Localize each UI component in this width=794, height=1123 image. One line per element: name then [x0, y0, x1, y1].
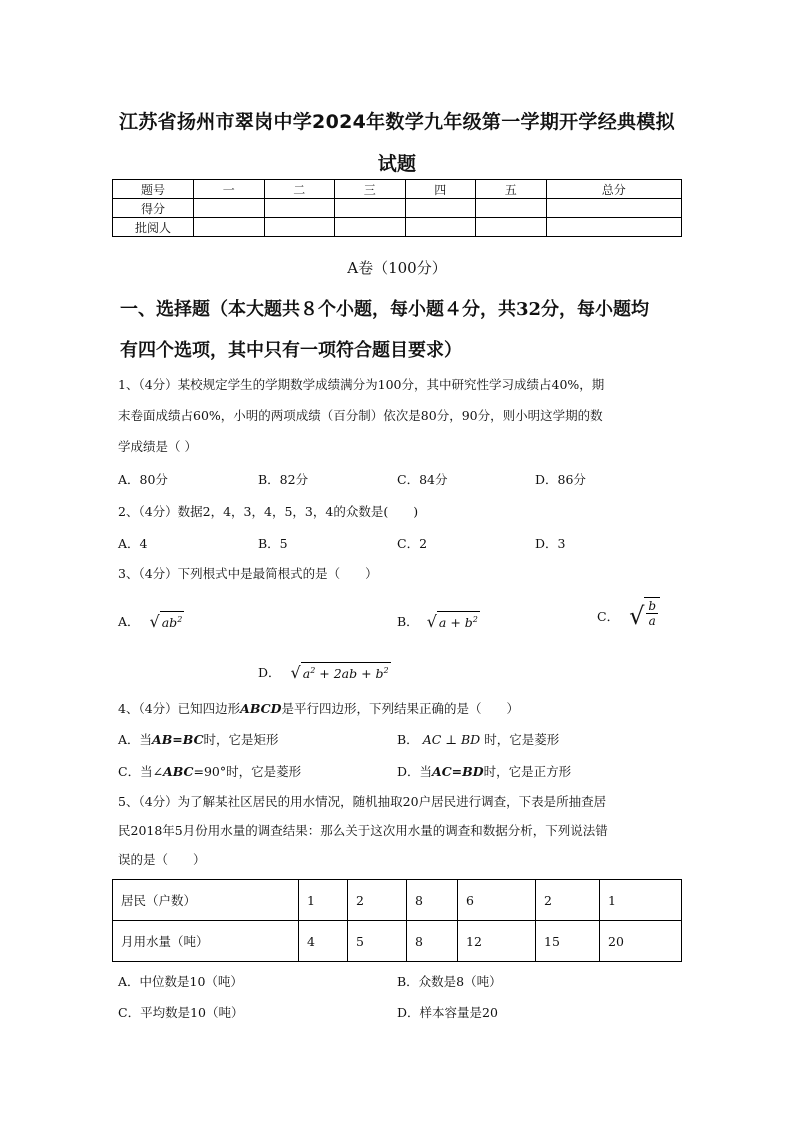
score-header-cell: 五 [476, 180, 547, 199]
score-cell [335, 218, 406, 237]
question-1-stem [118, 369, 688, 462]
table-cell: 2 [536, 880, 600, 921]
table-cell: 5 [348, 921, 407, 962]
volume-heading: A卷（100分） [347, 259, 447, 277]
table-cell: 8 [407, 880, 458, 921]
question-3-stem: 3、（4分）下列根式中是最简根式的是（ ） [118, 566, 378, 581]
table-cell: 1 [600, 880, 682, 921]
sqrt-expression: √ $a + b^2$ [426, 612, 478, 632]
table-row [113, 880, 682, 921]
q2-option-b: B．5 [258, 536, 288, 551]
score-cell [264, 199, 335, 218]
radical-sign: √ [426, 612, 437, 632]
score-header-cell: 总分 [546, 180, 682, 199]
water-usage-table [112, 879, 682, 962]
q1-line: 学成绩是（ ） [118, 439, 197, 454]
table-cell: 12 [458, 921, 536, 962]
q1-option-d: D．86分 [535, 472, 586, 487]
q5-option-a: A．中位数是10（吨） [118, 974, 243, 989]
question-5-stem [118, 787, 688, 874]
score-table [112, 179, 682, 237]
section-heading-line2: 有四个选项，其中只有一项符合题目要求） [120, 340, 462, 361]
score-row-label: 批阅人 [113, 218, 194, 237]
table-cell: 20 [600, 921, 682, 962]
table-cell: 15 [536, 921, 600, 962]
score-row-label: 得分 [113, 199, 194, 218]
q5-option-d: D．样本容量是20 [397, 1005, 498, 1020]
table-cell: 6 [458, 880, 536, 921]
table-row-label: 居民（户数） [113, 880, 299, 921]
q1-option-a: A．80分 [118, 472, 168, 487]
sqrt-expression: √ $ab^2$ [149, 612, 183, 632]
radical-sign: √ [149, 612, 160, 632]
question-2-stem: 2、（4分）数据2，4，3，4，5，3，4的众数是( ) [118, 504, 419, 519]
q4-option-c: C．当∠ABC=90°时，它是菱形 [118, 764, 302, 779]
score-cell [546, 199, 682, 218]
q3-option-c-label: C． [597, 609, 620, 624]
q1-option-b: B．82分 [258, 472, 309, 487]
table-row [113, 921, 682, 962]
q3-option-b-label: B． [397, 614, 419, 630]
table-cell: 4 [299, 921, 348, 962]
table-cell: 1 [299, 880, 348, 921]
question-4-stem: 4、（4分）已知四边形ABCD是平行四边形，下列结果正确的是（ ） [118, 701, 519, 716]
radical-sign: √ [290, 663, 301, 683]
q3-option-a [118, 611, 184, 630]
q5-line: 误的是（ ） [118, 852, 206, 867]
score-header-cell: 三 [335, 180, 406, 199]
q2-option-a: A．4 [118, 536, 148, 551]
table-cell: 2 [348, 880, 407, 921]
q3-option-d [258, 662, 391, 681]
q2-option-d: D．3 [535, 536, 566, 551]
score-cell [405, 218, 476, 237]
sqrt-expression: √ $a^2 + 2ab + b^2$ [290, 663, 389, 683]
score-cell [546, 218, 682, 237]
section-heading: 一、选择题（本大题共８个小题，每小题４分，共32分，每小题均 [120, 299, 650, 320]
score-cell [476, 218, 547, 237]
table-row-label: 月用水量（吨） [113, 921, 299, 962]
radical-sign: √ [629, 602, 645, 630]
q4-option-a: A．当AB=BC时，它是矩形 [118, 732, 279, 747]
page-title-line2: 试题 [377, 153, 417, 175]
q5-option-c: C．平均数是10（吨） [118, 1005, 244, 1020]
q4-option-d: D．当AC=BD时，它是正方形 [397, 764, 572, 779]
score-header-cell: 一 [194, 180, 265, 199]
score-header-cell: 题号 [113, 180, 194, 199]
sqrt-expression [629, 597, 660, 635]
page-title: 江苏省扬州市翠岗中学2024年数学九年级第一学期开学经典模拟 [119, 111, 675, 133]
score-row [113, 199, 682, 218]
q3-option-b [397, 611, 480, 630]
score-header-cell: 二 [264, 180, 335, 199]
score-cell [194, 218, 265, 237]
score-table-header [113, 180, 682, 199]
q1-option-c: C．84分 [397, 472, 448, 487]
q1-line: 末卷面成绩占60%，小明的两项成绩（百分制）依次是80分，90分，则小明这学期的数 [118, 408, 603, 423]
q5-line: 民2018年5月份用水量的调查结果：那么关于这次用水量的调查和数据分析，下列说法错 [118, 823, 608, 838]
fraction: $\frac{b}{a}$ [648, 599, 657, 628]
score-cell [194, 199, 265, 218]
score-cell [264, 218, 335, 237]
q5-line: 5、（4分）为了解某社区居民的用水情况，随机抽取20户居民进行调查，下表是所抽查居 [118, 794, 607, 809]
table-cell: 8 [407, 921, 458, 962]
q2-option-c: C．2 [397, 536, 428, 551]
q4-option-b: B． AC ⊥ BD 时，它是菱形 [397, 732, 560, 747]
q3-option-d-label: D． [258, 665, 281, 681]
score-cell [476, 199, 547, 218]
q1-line: 1、（4分）某校规定学生的学期数学成绩满分为100分，其中研究性学习成绩占40%，期 [118, 377, 605, 392]
q3-option-a-label: A． [118, 614, 140, 630]
q3-option-c [597, 597, 660, 635]
score-cell [335, 199, 406, 218]
q5-option-b: B．众数是8（吨） [397, 974, 502, 989]
score-row [113, 218, 682, 237]
score-cell [405, 199, 476, 218]
score-header-cell: 四 [405, 180, 476, 199]
